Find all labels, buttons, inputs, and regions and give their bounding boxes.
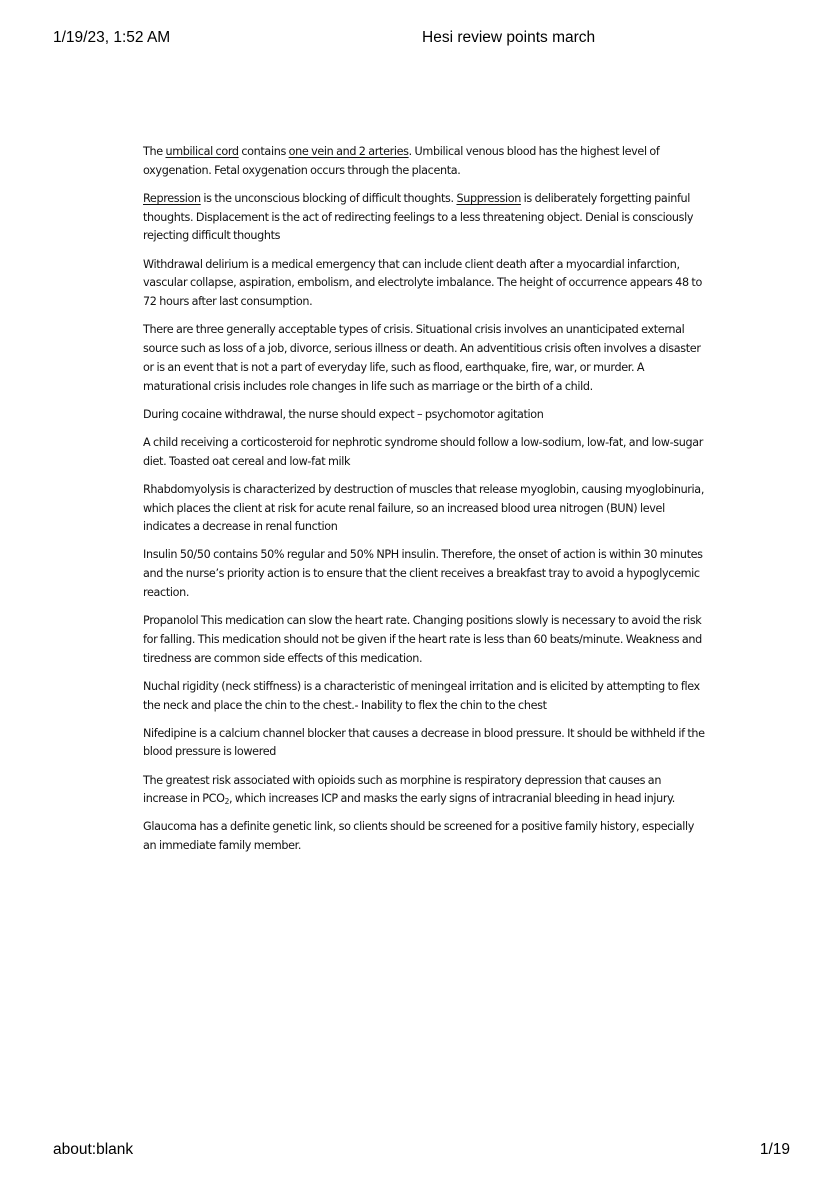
- text-run: , which increases ICP and masks the early signs of intracranial bleeding in head injury.: [229, 792, 675, 806]
- paragraph-nifedipine: Nifedipine is a calcium channel blocker that causes a decrease in blood pressure. It should be withheld if the blood pressure is lowered: [143, 726, 705, 759]
- page-url: about:blank: [53, 1141, 134, 1158]
- paragraph-nuchal-rigidity: Nuchal rigidity (neck stiffness) is a characteristic of meningeal irritation and is elicited by attempting to flex the neck and place the chin to the chest.- Inability to flex the chin to the chest: [143, 679, 700, 712]
- print-header: [53, 29, 790, 49]
- paragraph-rhabdomyolysis: Rhabdomyolysis is characterized by destruction of muscles that release myoglobin, causing myoglobinuria, which places the client at risk for acute renal failure, so an increased blood urea nitrogen (BUN) level indicates a decrease in renal function: [143, 482, 705, 534]
- paragraph-crisis-types: There are three generally acceptable types of crisis. Situational crisis involves an unanticipated external source such as loss of a job, divorce, serious illness or death. An adventitious crisis often involves a disaster or is an event that is not a part of everyday life, such as flood, earthquake, fire, war, or murder. A maturational crisis includes role changes in life such as marriage or the birth of a child.: [143, 323, 701, 393]
- underlined-term-repression: Repression: [143, 191, 201, 205]
- text-run: is the unconscious blocking of difficult thoughts.: [200, 191, 457, 205]
- print-footer: [53, 1141, 790, 1161]
- paragraph-glaucoma: Glaucoma has a definite genetic link, so clients should be screened for a positive family history, especially an immediate family member.: [143, 820, 695, 853]
- document-title: Hesi review points march: [422, 29, 596, 46]
- text-run: The greatest risk associated with opioids such as morphine is respiratory depression that causes an increase in PCO: [143, 773, 662, 806]
- text-run: The: [143, 145, 166, 158]
- paragraph-nephrotic-diet: A child receiving a corticosteroid for nephrotic syndrome should follow a low-sodium, low-fat, and low-sugar diet. Toasted oat cereal and low-fat milk: [143, 435, 703, 468]
- paragraph-umbilical-cord: [143, 143, 708, 181]
- paragraph-cocaine-withdrawal: During cocaine withdrawal, the nurse should expect – psychomotor agitation: [143, 407, 544, 421]
- subscript-2: 2: [224, 797, 230, 807]
- underlined-term-umbilical-cord: umbilical cord: [165, 145, 239, 158]
- paragraph-defense-mechanisms: [143, 190, 708, 246]
- paragraph-insulin: Insulin 50/50 contains 50% regular and 50% NPH insulin. Therefore, the onset of action is within 30 minutes and the nurse’s priority action is to ensure that the client receives a breakfast tray to avoid a hypoglycemic reaction.: [143, 548, 703, 600]
- text-run: . Umbilical venous blood has the highest level of oxygenation. Fetal oxygenation occurs through the placenta.: [143, 145, 660, 177]
- underlined-term-vein-arteries: one vein and 2 arteries: [288, 145, 409, 158]
- paragraph-withdrawal-delirium: Withdrawal delirium is a medical emergency that can include client death after a myocardial infarction, vascular collapse, aspiration, embolism, and electrolyte imbalance. The height of occurrence appears 48 to 72 hours after last consumption.: [143, 257, 702, 309]
- page-number: 1/19: [759, 1141, 790, 1158]
- text-run: contains: [238, 145, 289, 158]
- print-datetime: 1/19/23, 1:52 AM: [53, 29, 171, 46]
- text-run: is deliberately forgetting painful thoughts. Displacement is the act of redirecting feelings to a less threatening object. Denial is consciously rejecting difficult thoughts: [143, 191, 694, 243]
- paragraph-propanolol: Propanolol This medication can slow the heart rate. Changing positions slowly is necessary to avoid the risk for falling. This medication should not be given if the heart rate is less than 60 beats/minute. Weakness and tiredness are common side effects of this medication.: [143, 614, 702, 665]
- underlined-term-suppression: Suppression: [456, 191, 521, 205]
- paragraph-opioids: [143, 772, 708, 810]
- document-body: [143, 143, 708, 865]
